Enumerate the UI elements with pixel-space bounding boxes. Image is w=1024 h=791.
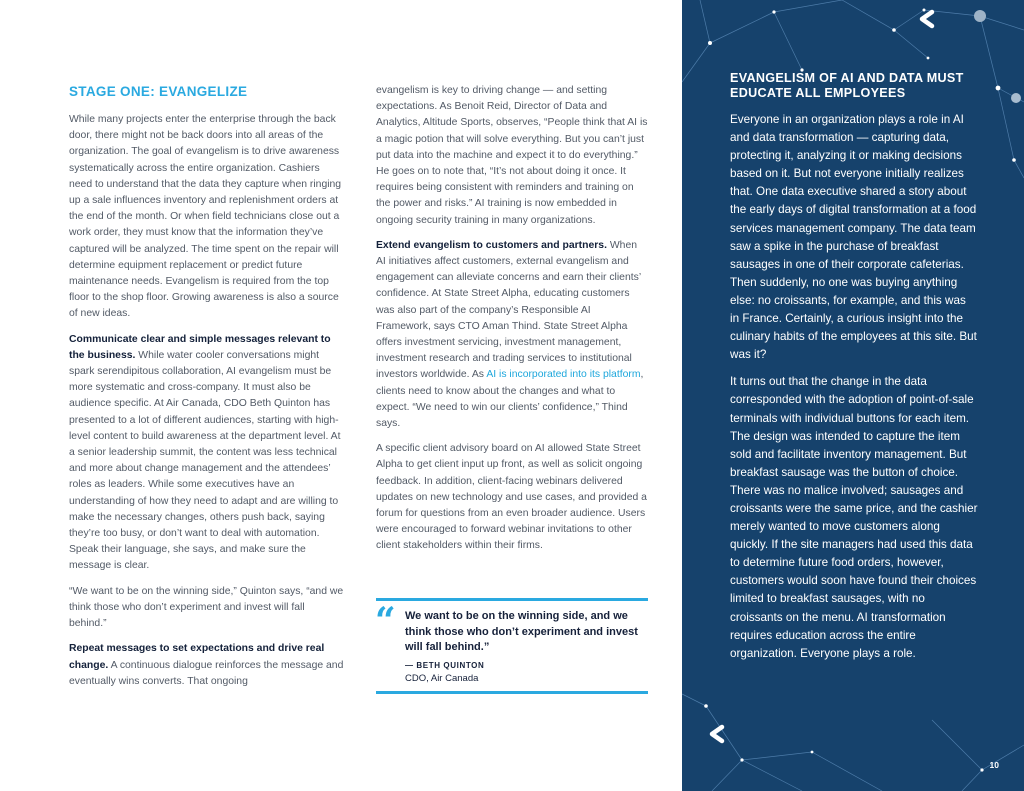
- section-title: STAGE ONE: EVANGELIZE: [69, 84, 248, 99]
- sidebar-paragraph: It turns out that the change in the data corresponded with the adoption of point-of-sale terminals with individual buttons for each item. The design was intended to capture the item sold and facilitate inventory management. But breakfast sausage was the button of choice. There was no malice involved; sausages and croissants were the same price, and the cashier merely wanted to move customers along quickly. If the site managers had used this data to determine future food orders, however, customers would soon have found their choices limited to breakfast sausages, with no croissants on the menu. AI transformation requires education across the entire organization. Everyone plays a role.: [730, 375, 978, 660]
- paragraph: [69, 641, 345, 690]
- main-column-left: [69, 84, 345, 699]
- page-number: 10: [989, 760, 999, 770]
- platform-link[interactable]: AI is incorporated into its platform: [486, 369, 641, 381]
- sidebar-content: [730, 71, 978, 672]
- sidebar-paragraph: Everyone in an organization plays a role in AI and data transformation — capturing data, protecting it, analyzing it or making decisions based on it. But not everyone initially realizes that. One data executive shared a story about the early days of digital transformation at a food services management company. The data team saw a spike in the purchase of breakfast sausages in one of their corporate cafeterias. Then suddenly, no one was buying anything else: no croissants, for example, and this was in France. Certainly, a curious insight into the culinary habits of the employees at this site. But was it?: [730, 113, 977, 362]
- paragraph-body: While water cooler conversations might spark serendipitous collaboration, AI evangelism must be more systematic and cross-company. It must also be audience specific. At Air Canada, CDO Beth Quinton has presented to a lot of different audiences, starting with high-level content to build awareness at the department level. At a senior leadership summit, the content was less technical and more about change management and the attendees’ roles as leaders. While some executives have an understanding of how they need to adapt and are willing to make the necessary changes, others push back, saying they’re too busy, or don’t want to deal with automation. Speak their language, she says, and make sure the message is clear.: [69, 349, 341, 572]
- paragraph-body: A continuous dialogue reinforces the message and eventually wins converts. That ongoing: [69, 659, 344, 687]
- sidebar-title: EVANGELISM OF AI AND DATA MUST EDUCATE ALL EMPLOYEES: [730, 71, 964, 100]
- paragraph-lead: Extend evangelism to customers and partners.: [376, 239, 607, 251]
- paragraph-body: , clients need to know about the changes and what to expect. “We need to win our clients’ confidence,” Thind says.: [376, 369, 644, 430]
- paragraph-lead: Repeat messages to set expectations and drive real change.: [69, 643, 325, 671]
- pull-quote: [376, 598, 648, 694]
- pull-quote-text: We want to be on the winning side, and we think those who don’t experiment and invest will fall behind.”: [405, 610, 638, 654]
- pull-quote-role: CDO, Air Canada: [405, 673, 479, 684]
- paragraph: While many projects enter the enterprise through the back door, there might not be back doors into all areas of the organization. The goal of evangelism is to drive awareness systematically across the entire organization. Cashiers need to understand that the data they capture when ringing up a sale influences inventory and replenishment orders at the end of the month. Or when field technicians close out a work order, they must know that the information they’ve captured will be analyzed. The time spent on the repair will determine equipment replacement or predict future maintenance needs. Evangelism is required from the top floor to the shop floor. Growing awareness is also a source of new ideas.: [69, 114, 342, 320]
- paragraph: [376, 238, 648, 432]
- paragraph: [69, 332, 345, 575]
- main-column-right: [376, 83, 648, 564]
- quote-paragraph: “We want to be on the winning side,” Quinton says, “and we think those who don’t experiment and invest will fall behind.”: [69, 585, 344, 630]
- sidebar-panel: [682, 0, 1024, 791]
- paragraph: evangelism is key to driving change — and setting expectations. As Benoit Reid, Director of Data and Analytics, Altitude Sports, observes, “People think that AI is a magic potion that will solve everything. But you can’t just put data into the machine and expect it to do everything.” He goes on to note that, “It’s not about doing it once. It requires being consistent with reminders and training on the power and risks.” AI training is now embedded in ongoing security training in many organizations.: [376, 85, 648, 226]
- quote-mark-icon: “: [375, 600, 396, 642]
- pull-quote-author: — BETH QUINTON: [405, 661, 485, 670]
- paragraph: A specific client advisory board on AI allowed State Street Alpha to get client input up front, as well as solicit ongoing feedback. In addition, client-facing webinars delivered updates on new technology and use cases, and provided a forum for questions from an even broader audience. Users were encouraged to forward webinar invitations to other client stakeholders within their firms.: [376, 443, 647, 552]
- paragraph-lead: Communicate clear and simple messages relevant to the business.: [69, 333, 331, 361]
- paragraph-body: When AI initiatives affect customers, external evangelism and engagement can alleviate concerns and earn their clients’ confidence. At State Street Alpha, educating customers was also part of the company’s Responsible AI Framework, says CTO Aman Thind. State Street Alpha offers investment servicing, investment management, investment research and trading services to institutional investors worldwide. As: [376, 239, 641, 381]
